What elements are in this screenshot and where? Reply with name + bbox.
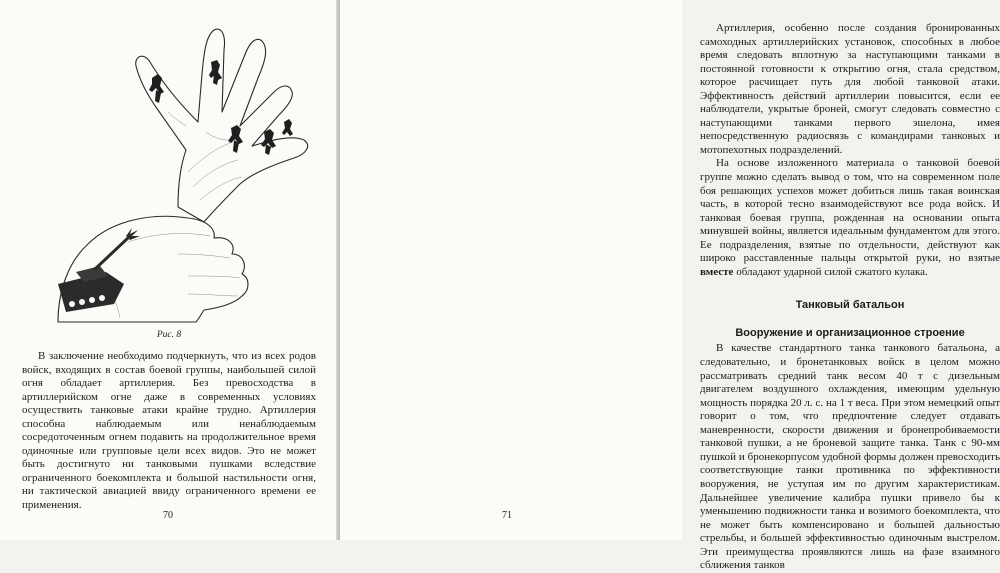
paragraph-text: На основе изложенного материала о танковой боевой группе можно сделать вывод о том, что на современном поле боя решающих успехов может добиться лишь такая воинская часть, в которой тесно взаимодействуют все рода войск. И танковая боевая группа, рожденная на основании опыта минувшей войны, является идеальным фундаментом для этого. Ее подразделения, взятые по отдельности, действуют как широко расставленные пальцы открытой руки, но взятые [700, 157, 1000, 265]
right-page-body [700, 22, 1000, 573]
figure-caption: Рис. 8 [156, 330, 182, 340]
paragraph: Артиллерия, особенно после создания бронированных самоходных артиллерийских установок, способных в любое время следовать вплотную за наступающими танками в постоянной готовности к открытию огня, стала средством, которое расчищает путь для любой танковой атаки. Эффективность действий артиллерии повысится, если ее наблюдатели, укрытые броней, смогут следовать совместно с наступающими танками первого эшелона, имея непосредственную радиосвязь с командирами танковых и мотопехотных подразделений. [700, 22, 1000, 156]
hand-illustration [28, 22, 314, 322]
page-number: 71 [502, 510, 512, 521]
left-page [0, 0, 338, 540]
left-page-body [22, 350, 316, 513]
page-number: 70 [163, 510, 173, 521]
paragraph [700, 157, 1000, 279]
figure-hand-illustration [28, 22, 314, 322]
paragraph: В заключение необходимо подчеркнуть, что из всех родов войск, входящих в состав боевой группы, наибольшей силой огня обладает артиллерия. Без превосходства в артиллерийском огне даже в современных условиях осуществить танковые атаки крайне трудно. Артиллерия способна наблюдаемым или ненаблюдаемым сосредоточенным огнем подавить на продолжительное время одиночные или групповые цели всех видов. Это не может быть достигнуто ни танковыми пушками вследствие ограниченного боекомплекта и большой настильности огня, ни тактической авиацией ввиду ограниченного времени ее применения. [22, 350, 316, 512]
paragraph-text: обладают ударной силой сжатого кулака. [736, 265, 928, 278]
soldier-icon [282, 119, 293, 136]
emphasis-text: вместе [700, 265, 734, 278]
section-title: Танковый батальон [795, 299, 905, 312]
right-page [340, 0, 1000, 572]
subsection-title: Вооружение и организационное строение [735, 326, 965, 339]
paragraph: В качестве стандартного танка танкового батальона, а следовательно, и бронетанковых войск в целом можно рассматривать средний танк весом 40 т с дизельным двигателем воздушного охлаждения, имеющим удельную мощность порядка 20 л. с. на 1 т веса. При этом немецкий опыт говорит о том, что предпочтение следует отдавать маневренности, скорости движения и бронепробиваемости танковой пушки, а не броневой защите танка. Танк с 90-мм пушкой и бронекорпусом удобной формы должен превосходить соответствующие танки противника по эффективности вооружения, не уступая им по другим характеристикам. Дальнейшее увеличение калибра пушки привело бы к уменьшению подвижности танка и возимого боекомплекта, что не может быть компенсировано и большей дальностью стрельбы, и большей эффективностью одиночным выстрелом. Эти преимущества проявляются лишь на фазе взаимного сближения танков [700, 342, 1000, 572]
